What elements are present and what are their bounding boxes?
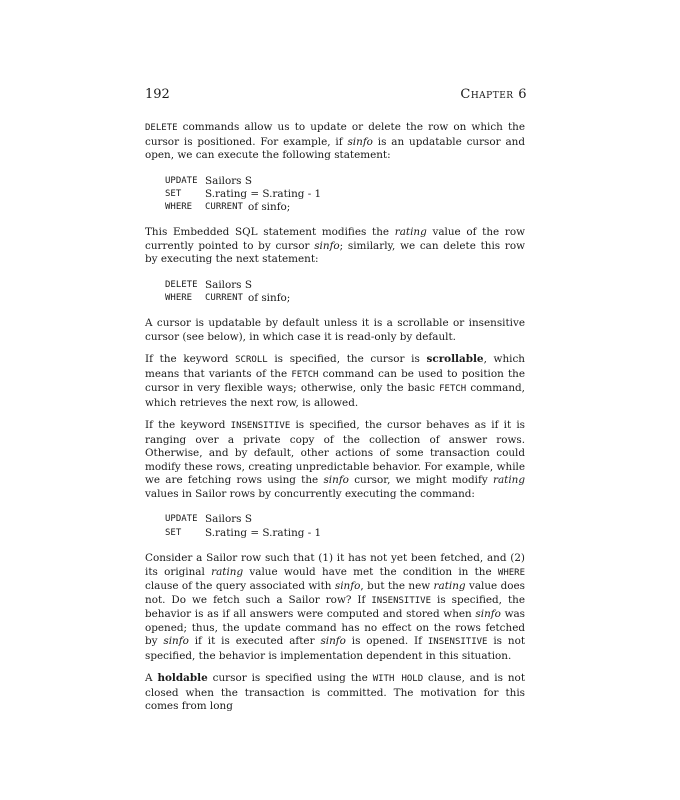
code-text: S.rating = S.rating - 1 [205,526,322,539]
text: is not specified, the behavior is implementation dependent in this situation. [145,635,526,662]
text: command, which retrieves the next row, is allowed. [145,382,525,409]
code-keyword: UPDATE [165,514,198,525]
emphasis: sinfo [163,635,189,648]
text: ; similarly, we can delete this row by executing the next statement: [145,239,525,266]
emphasis: sinfo [323,474,349,487]
text: value would have met the condition in the [243,565,498,578]
paragraph [145,353,525,410]
text: cursor is specified using the [207,672,373,685]
text: is an updatable cursor and open, we can execute the following statement: [145,135,526,161]
code-text: S.rating = S.rating - 1 [205,187,322,200]
chapter-word: Chapter [460,87,514,102]
chapter-label [460,87,527,102]
text: Consider a Sailor row such that (1) it has not yet been fetched, and (2) its original [145,552,525,578]
emphasis: rating [433,580,466,593]
text: is specified, the cursor behaves as if it is ranging over a private copy of the collection of answer rows. Otherwise, and by default, other actions of some transaction could modify these rows, creating unpredictable behavior. For example, while we are fetching rows using the [145,419,525,487]
code-block [165,279,525,306]
emphasis: rating [394,226,427,239]
code-keyword: WITH HOLD [372,674,424,685]
text: clause of the query associated with [145,580,335,593]
text: A [145,672,158,685]
text: is opened. If [345,635,428,648]
code-line [165,527,525,540]
emphasis: sinfo [334,580,361,593]
code-keyword: CURRENT [205,202,243,213]
text: cursor, we might modify [348,474,493,487]
code-keyword: INSENSITIVE [427,637,488,648]
code-block [165,513,525,540]
code-line [165,279,525,292]
paragraph [145,317,525,344]
emphasis: rating [492,474,525,487]
code-keyword: WHERE [497,567,526,578]
emphasis: sinfo [314,239,340,252]
code-keyword: SET [165,527,182,538]
text: If the keyword [145,419,231,432]
code-keyword: FETCH [291,369,319,380]
code-keyword: CURRENT [205,293,243,304]
emphasis: sinfo [320,635,346,648]
text: A cursor is updatable by default unless it is a scrollable or insensitive cursor (see below), in which case it is read-only by default. [145,317,525,343]
code-line [165,292,525,305]
text: command can be used to position the cursor in very flexible ways; otherwise, only the basic [145,367,525,395]
emphasis: rating [211,565,244,578]
text: If the keyword [145,353,236,366]
bold-term: scrollable [426,353,484,366]
code-keyword: UPDATE [165,175,198,186]
paragraph [145,552,525,663]
code-keyword: DELETE [165,279,198,290]
page-header [145,87,527,105]
paragraph [145,226,525,267]
text: was opened; thus, the update command has no effect on the rows fetched by [145,608,525,648]
paragraph [145,672,525,714]
paragraph [145,419,525,501]
code-keyword: INSENSITIVE [371,595,431,606]
code-keyword: WHERE [165,202,193,213]
emphasis: sinfo [347,135,373,148]
code-keyword: SET [165,188,182,199]
code-line [165,513,525,526]
code-line [165,201,525,214]
code-keyword: DELETE [145,123,178,133]
page-number: 192 [145,87,170,102]
text: values in Sailor rows by concurrently executing the command: [145,487,475,500]
code-block [165,175,525,215]
text: , which means that variants of the [145,353,525,380]
code-text: of sinfo; [247,292,291,305]
text: is specified, the cursor is [267,353,427,366]
code-text: Sailors S [205,174,252,187]
code-keyword: WHERE [165,293,193,304]
text: value of the row currently pointed to by cursor [145,226,525,252]
text: , but the new [360,580,434,593]
code-keyword: SCROLL [235,355,268,366]
code-keyword: INSENSITIVE [230,421,291,432]
text: is specified, the behavior is as if all answers were computed and stored when [145,593,526,621]
code-text: of sinfo; [247,201,291,214]
text: This Embedded SQL statement modifies the [145,226,395,239]
code-text: Sailors S [205,278,252,291]
text: clause, and is not closed when the transaction is committed. The motivation for this comes from long [145,672,525,713]
paragraph [145,121,525,163]
code-text: Sailors S [205,513,252,526]
text: commands allow us to update or delete the row on which the cursor is positioned. For example, if [145,121,525,148]
code-line [165,188,525,201]
code-line [165,175,525,188]
text: if it is executed after [188,635,321,648]
emphasis: sinfo [475,608,501,621]
page-body [145,121,525,723]
bold-term: holdable [157,672,208,685]
code-keyword: FETCH [439,384,467,395]
chapter-number: 6 [518,87,527,102]
text: value does not. Do we fetch such a Sailor row? If [145,580,525,606]
